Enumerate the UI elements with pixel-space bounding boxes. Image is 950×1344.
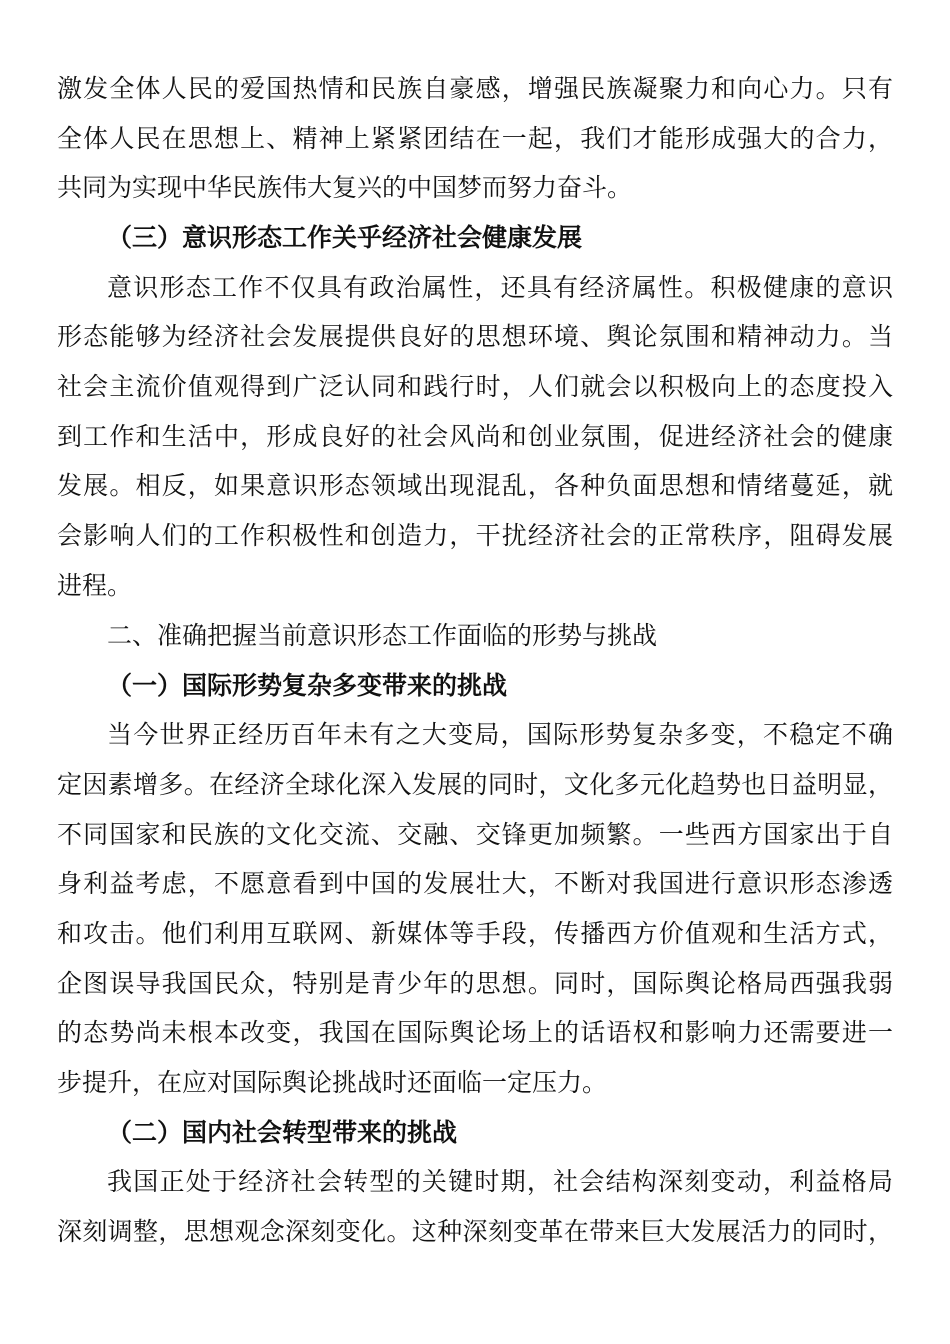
text-line: 意识形态工作不仅具有政治属性，还具有经济属性。积极健康的意识: [107, 273, 893, 302]
text-line: 到工作和生活中，形成良好的社会风尚和创业氛围，促进经济社会的健康: [57, 422, 893, 451]
text-line: 发展。相反，如果意识形态领域出现混乱，各种负面思想和情绪蔓延，就: [57, 471, 893, 500]
text-line: 身利益考虑，不愿意看到中国的发展壮大，不断对我国进行意识形态渗透: [57, 869, 893, 898]
text-line: 深刻调整，思想观念深刻变化。这种深刻变革在带来巨大发展活力的同时，: [57, 1217, 893, 1246]
text-line: 的态势尚未根本改变，我国在国际舆论场上的话语权和影响力还需要进一: [57, 1018, 893, 1047]
text-line: 全体人民在思想上、精神上紧紧团结在一起，我们才能形成强大的合力，: [57, 124, 893, 153]
text-line: 激发全体人民的爱国热情和民族自豪感，增强民族凝聚力和向心力。只有: [57, 74, 893, 103]
text-line: 不同国家和民族的文化交流、交融、交锋更加频繁。一些西方国家出于自: [57, 820, 893, 849]
text-line: 步提升，在应对国际舆论挑战时还面临一定压力。: [57, 1068, 608, 1097]
chapter-heading: 二、准确把握当前意识形态工作面临的形势与挑战: [107, 621, 658, 650]
text-line: 社会主流价值观得到广泛认同和践行时，人们就会以积极向上的态度投入: [57, 372, 893, 401]
section-heading: （二）国内社会转型带来的挑战: [107, 1118, 458, 1147]
text-line: 定因素增多。在经济全球化深入发展的同时，文化多元化趋势也日益明显，: [57, 770, 893, 799]
text-line: 当今世界正经历百年未有之大变局，国际形势复杂多变，不稳定不确: [107, 720, 893, 749]
section-heading: （三）意识形态工作关乎经济社会健康发展: [107, 223, 583, 252]
text-line: 和攻击。他们利用互联网、新媒体等手段，传播西方价值观和生活方式，: [57, 919, 893, 948]
text-line: 会影响人们的工作积极性和创造力，干扰经济社会的正常秩序，阻碍发展: [57, 521, 893, 550]
text-line: 企图误导我国民众，特别是青少年的思想。同时，国际舆论格局西强我弱: [57, 969, 893, 998]
text-line: 我国正处于经济社会转型的关键时期，社会结构深刻变动，利益格局: [107, 1167, 893, 1196]
text-line: 形态能够为经济社会发展提供良好的思想环境、舆论氛围和精神动力。当: [57, 322, 893, 351]
text-line: 进程。: [57, 571, 133, 600]
section-heading: （一）国际形势复杂多变带来的挑战: [107, 671, 508, 700]
text-line: 共同为实现中华民族伟大复兴的中国梦而努力奋斗。: [57, 173, 633, 202]
